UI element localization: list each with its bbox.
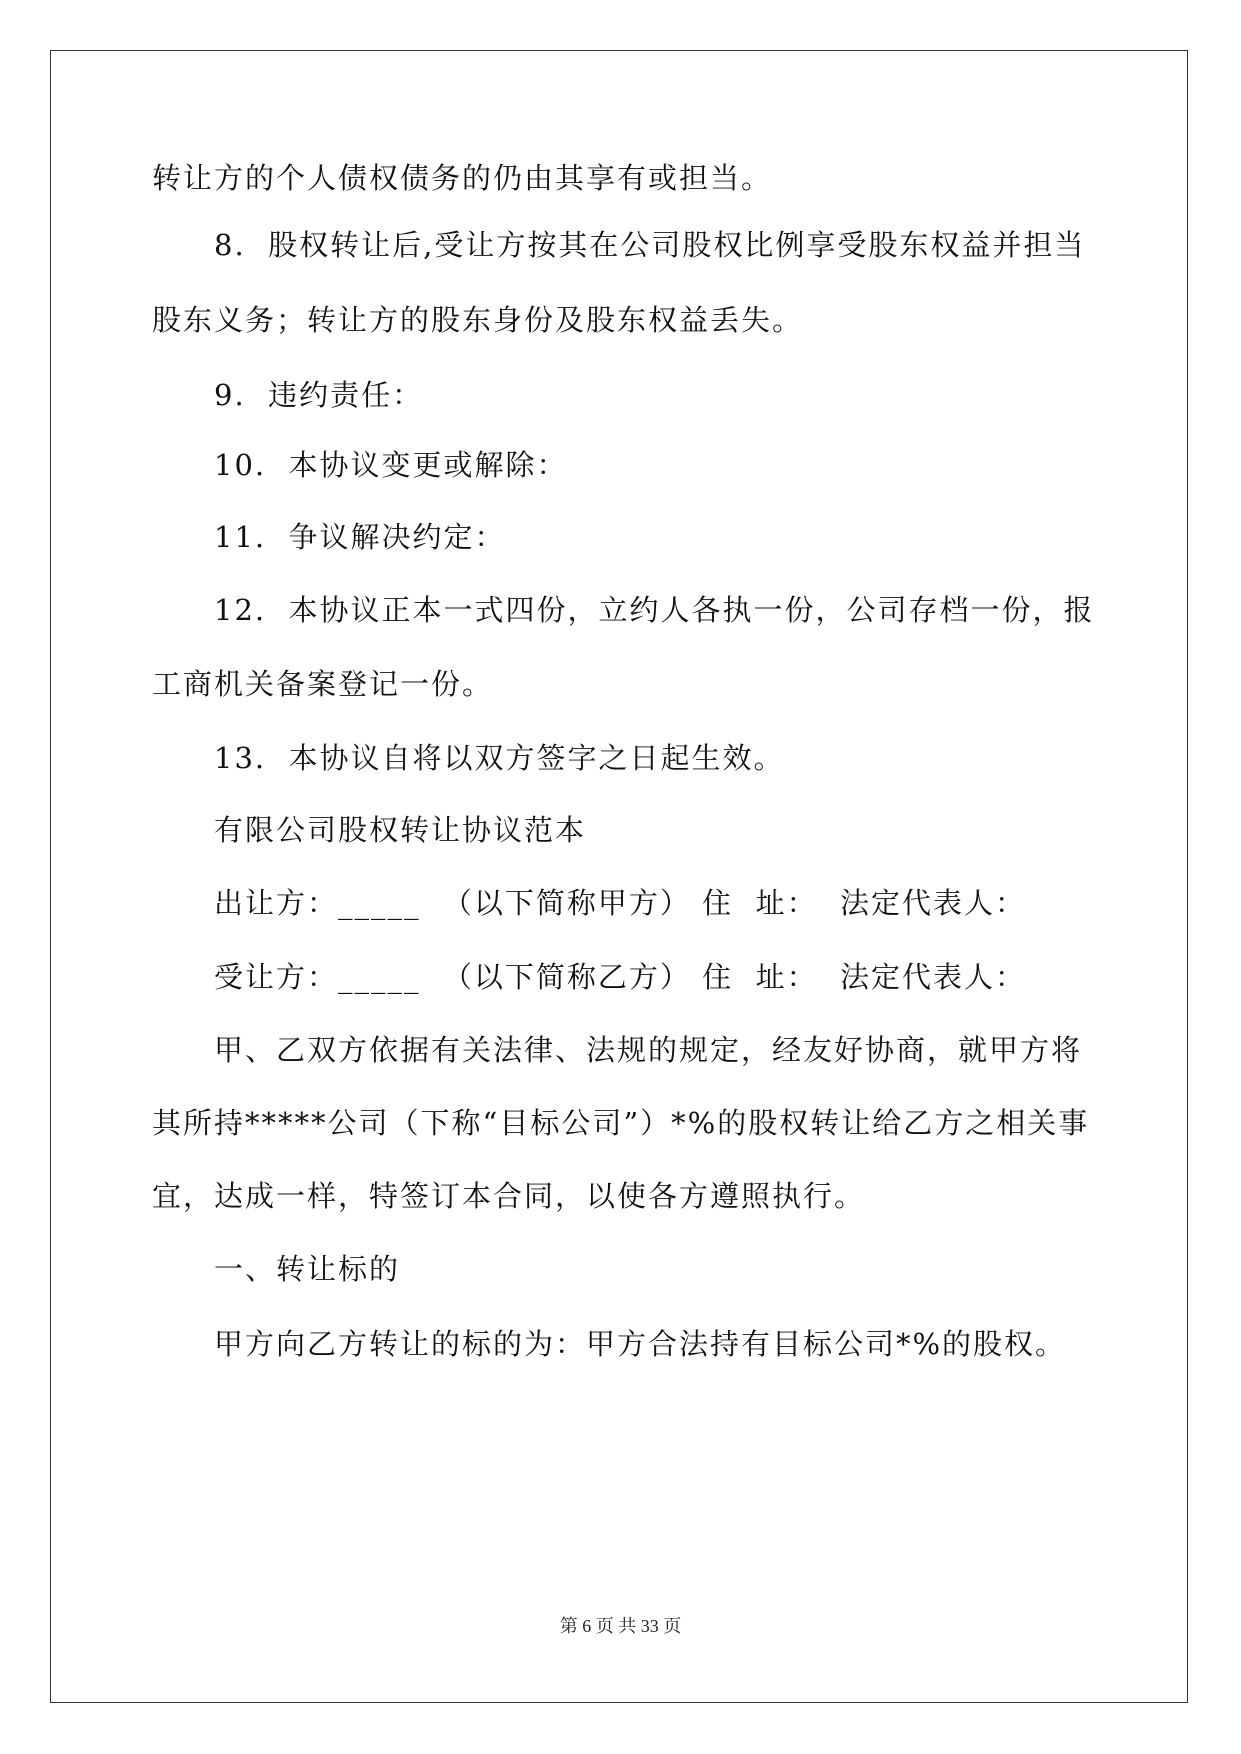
clause-12-line-1: 12. 本协议正本一式四份，立约人各执一份，公司存档一份，报	[214, 593, 1095, 627]
clause-9: 9. 违约责任：	[214, 378, 424, 412]
page-number-footer: 第 6 页 共 33 页	[559, 1616, 682, 1636]
clause-13: 13. 本协议自将以双方签字之日起生效。	[214, 741, 785, 775]
transfer-subject-text: 甲方向乙方转让的标的为：甲方合法持有目标公司*%的股权。	[214, 1327, 1067, 1361]
page-border	[50, 50, 1188, 1703]
preamble-line-3: 宜，达成一样，特签订本合同，以使各方遵照执行。	[152, 1179, 866, 1213]
text-line-1: 转让方的个人债权债务的仍由其享有或担当。	[152, 161, 773, 195]
heading-transfer-subject: 一、转让标的	[214, 1252, 401, 1286]
transferor-line: 出让方：_____ （以下简称甲方） 住 址： 法定代表人：	[214, 886, 1027, 920]
clause-8-line-1: 8. 股权转让后,受让方按其在公司股权比例享受股东权益并担当	[214, 228, 1086, 262]
clause-11: 11. 争议解决约定：	[214, 520, 506, 554]
clause-8-line-2: 股东义务；转让方的股东身份及股东权益丢失。	[152, 303, 804, 337]
clause-10: 10. 本协议变更或解除：	[214, 448, 568, 482]
section-title: 有限公司股权转让协议范本	[214, 813, 587, 847]
preamble-line-1: 甲、乙双方依据有关法律、法规的规定，经友好协商，就甲方将	[214, 1033, 1083, 1067]
preamble-line-2: 其所持*****公司（下称“目标公司”）*%的股权转让给乙方之相关事	[152, 1106, 1090, 1140]
clause-12-line-2: 工商机关备案登记一份。	[152, 667, 494, 701]
transferee-line: 受让方：_____ （以下简称乙方） 住 址： 法定代表人：	[214, 960, 1027, 994]
